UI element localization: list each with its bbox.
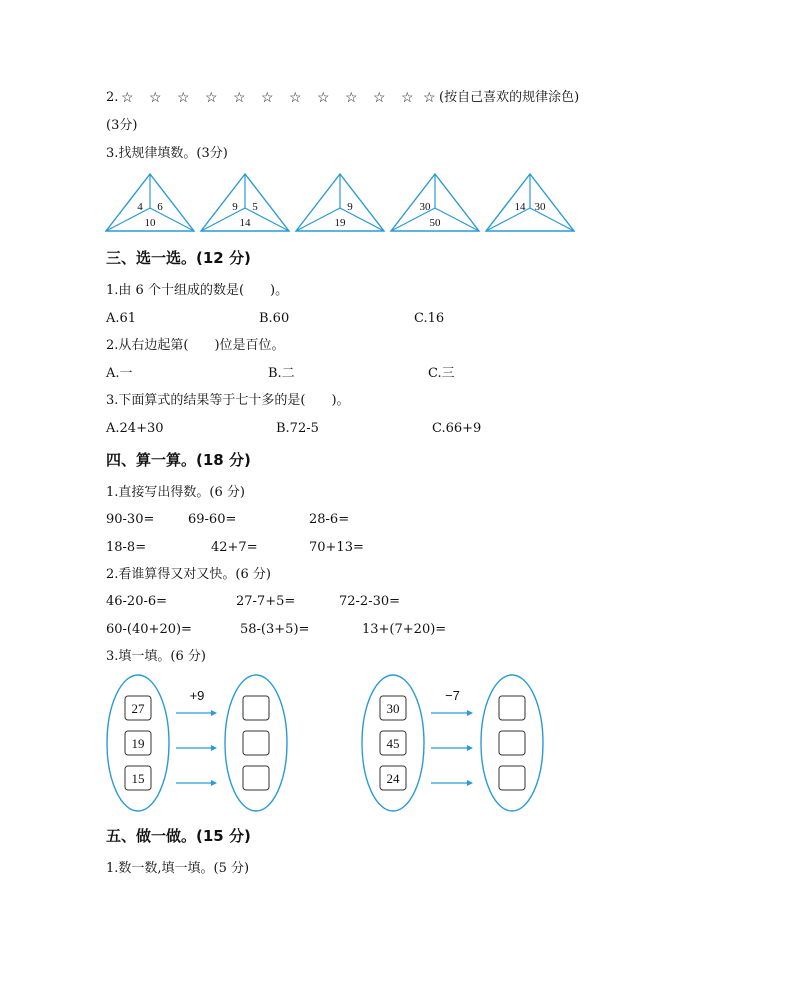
triangle-left-line <box>296 208 340 231</box>
s3-q2-option-b: B.二 <box>268 366 295 381</box>
input-number: 15 <box>131 771 145 786</box>
star-6[interactable]: ☆ <box>261 90 274 106</box>
answer-box[interactable] <box>499 731 525 755</box>
s3-q1-option-b: B.60 <box>259 311 290 326</box>
s4-q3-title: 3.填一填。(6 分) <box>106 649 206 664</box>
arrow-head-icon <box>211 745 217 751</box>
s4-q2-title: 2.看谁算得又对又快。(6 分) <box>106 567 271 582</box>
s3-q3-option-a: A.24+30 <box>106 421 164 436</box>
star-12[interactable]: ☆ <box>423 90 436 106</box>
arrow-head-icon <box>467 710 473 716</box>
triangle-bottom-number: 19 <box>334 217 346 229</box>
star-3[interactable]: ☆ <box>177 90 190 106</box>
q2-instruction: (按自己喜欢的规律涂色) <box>439 90 580 105</box>
s4-q1-r2-c1: 18-8= <box>106 540 147 555</box>
section4-heading: 四、算一算。(18 分) <box>106 451 251 469</box>
input-number: 24 <box>386 771 400 786</box>
triangle-right-number: 5 <box>252 201 258 213</box>
triangle-right-number: 30 <box>534 201 546 213</box>
arrow-head-icon <box>467 745 473 751</box>
section5-heading: 五、做一做。(15 分) <box>106 827 251 845</box>
s4-q1-title: 1.直接写出得数。(6 分) <box>106 485 245 500</box>
triangle-right-number: 6 <box>157 201 163 213</box>
triangle-left-line <box>201 208 245 231</box>
s3-q1-option-c: C.16 <box>414 311 445 326</box>
triangle-bottom-number: 10 <box>144 217 156 229</box>
s4-q2-r1-c2: 27-7+5= <box>236 594 296 609</box>
triangle-left-number: 9 <box>232 201 238 213</box>
fill-in-mapping <box>0 670 794 820</box>
star-2[interactable]: ☆ <box>149 90 162 106</box>
star-8[interactable]: ☆ <box>317 90 330 106</box>
star-5[interactable]: ☆ <box>233 90 246 106</box>
s4-q2-r2-c1: 60-(40+20)= <box>106 622 192 637</box>
input-number: 19 <box>131 736 145 751</box>
triangle-right-line <box>435 208 479 231</box>
s3-q3-option-c: C.66+9 <box>432 421 482 436</box>
s4-q2-r1-c3: 72-2-30= <box>339 594 401 609</box>
s4-q2-r1-c1: 46-20-6= <box>106 594 168 609</box>
s5-q1-title: 1.数一数,填一填。(5 分) <box>106 861 250 876</box>
q3-title: 3.找规律填数。(3分) <box>106 146 228 161</box>
answer-box[interactable] <box>243 696 269 720</box>
q2-score: (3分) <box>106 118 138 133</box>
s3-q3-text: 3.下面算式的结果等于七十多的是( )。 <box>106 393 350 408</box>
triangle-2 <box>201 174 289 231</box>
star-9[interactable]: ☆ <box>345 90 358 106</box>
answer-box[interactable] <box>499 766 525 790</box>
arrow-head-icon <box>467 780 473 786</box>
s4-q1-r1-c3: 28-6= <box>309 512 350 527</box>
triangle-left-number: 4 <box>137 201 143 213</box>
s4-q1-r1-c1: 90-30= <box>106 512 155 527</box>
s4-q2-r2-c2: 58-(3+5)= <box>240 622 310 637</box>
operation-label: +9 <box>189 688 205 703</box>
s4-q2-r2-c3: 13+(7+20)= <box>362 622 447 637</box>
star-4[interactable]: ☆ <box>205 90 218 106</box>
triangle-bottom-number: 50 <box>429 217 441 229</box>
star-7[interactable]: ☆ <box>289 90 302 106</box>
triangle-1 <box>106 174 194 231</box>
s3-q1-text: 1.由 6 个十组成的数是( )。 <box>106 283 289 298</box>
triangle-left-number: 14 <box>514 201 526 213</box>
triangle-puzzles <box>0 170 794 240</box>
star-1[interactable]: ☆ <box>121 90 134 106</box>
s4-q1-r1-c2: 69-60= <box>188 512 237 527</box>
s3-q3-option-b: B.72-5 <box>276 421 319 436</box>
star-11[interactable]: ☆ <box>401 90 414 106</box>
triangle-3 <box>296 174 384 231</box>
triangle-bottom-number: 14 <box>239 217 251 229</box>
triangle-5 <box>486 174 574 231</box>
section3-heading: 三、选一选。(12 分) <box>106 249 251 267</box>
s3-q2-option-a: A.一 <box>106 366 133 381</box>
triangle-right-number: 9 <box>347 201 353 213</box>
input-number: 30 <box>386 701 400 716</box>
s3-q2-option-c: C.三 <box>428 366 455 381</box>
answer-box[interactable] <box>243 731 269 755</box>
q2-label: 2. <box>106 90 119 105</box>
answer-box[interactable] <box>243 766 269 790</box>
triangle-left-number: 30 <box>419 201 431 213</box>
s3-q2-text: 2.从右边起第( )位是百位。 <box>106 338 285 353</box>
star-10[interactable]: ☆ <box>373 90 386 106</box>
arrow-head-icon <box>211 710 217 716</box>
answer-box[interactable] <box>499 696 525 720</box>
input-number: 27 <box>131 701 145 716</box>
operation-label: −7 <box>445 688 460 703</box>
s3-q1-option-a: A.61 <box>106 311 137 326</box>
mapping-left <box>107 675 287 811</box>
mapping-right <box>362 675 543 811</box>
s4-q1-r2-c3: 70+13= <box>309 540 364 555</box>
arrow-head-icon <box>211 780 217 786</box>
triangle-left-line <box>106 208 150 231</box>
input-number: 45 <box>386 736 400 751</box>
s4-q1-r2-c2: 42+7= <box>211 540 258 555</box>
triangle-4 <box>391 174 479 231</box>
